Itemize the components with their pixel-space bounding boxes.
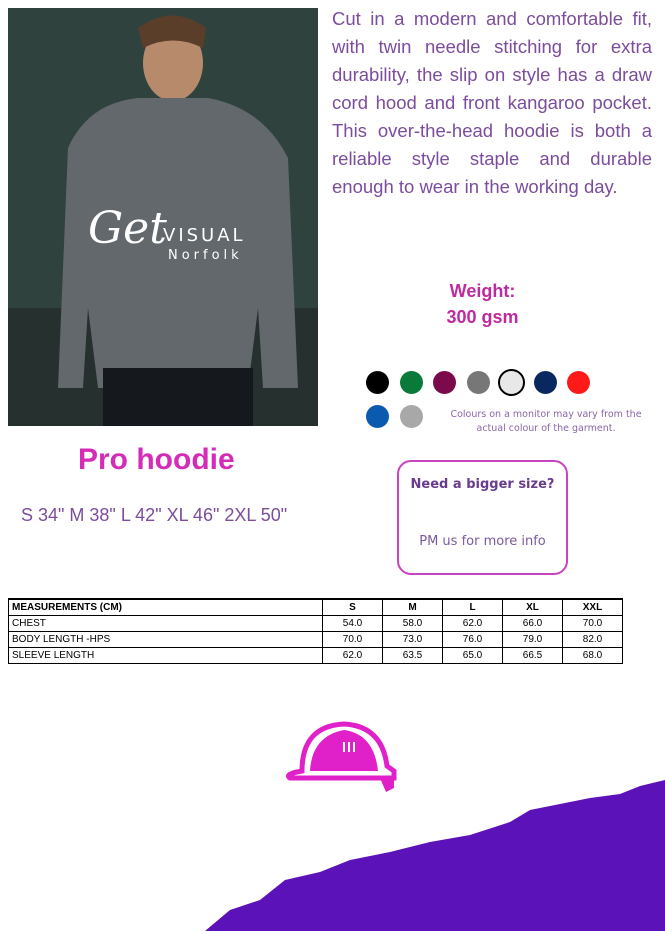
table-cell: 70.0	[323, 631, 383, 647]
table-header: MEASUREMENTS (CM)	[9, 599, 323, 615]
logo-word: VISUAL	[163, 225, 246, 246]
table-cell: SLEEVE LENGTH	[9, 647, 323, 663]
table-cell: 66.0	[503, 615, 563, 631]
sizes-line: S 34" M 38" L 42" XL 46" 2XL 50"	[21, 505, 288, 525]
product-photo	[8, 8, 318, 426]
weight-info	[405, 278, 560, 330]
table-row	[9, 647, 623, 663]
table-header-row	[9, 599, 623, 615]
colour-swatch[interactable]	[467, 371, 490, 394]
colour-swatch[interactable]	[366, 405, 389, 428]
table-header: XXL	[563, 599, 623, 615]
measurements-table	[8, 598, 623, 664]
product-description: Cut in a modern and comfortable fit, with twin needle stitching for extra durability, the slip on style has a draw cord hood and front kangaroo pocket. This over-the-head hoodie is both a reliable style staple and durable enough to wear in the working day.	[332, 8, 652, 197]
table-header: S	[323, 599, 383, 615]
table-cell: 79.0	[503, 631, 563, 647]
bigger-size-heading: Need a bigger size?	[410, 477, 555, 492]
weight-label: Weight:	[449, 281, 516, 301]
colour-swatch[interactable]	[534, 371, 557, 394]
bigger-size-text: PM us for more info	[419, 534, 546, 549]
table-row	[9, 615, 623, 631]
table-cell: 70.0	[563, 615, 623, 631]
colour-swatch[interactable]	[400, 405, 423, 428]
colour-swatch[interactable]	[433, 371, 456, 394]
table-cell: 66.5	[503, 647, 563, 663]
logo-place: Norfolk	[168, 248, 243, 263]
weight-value: 300 gsm	[446, 307, 519, 327]
table-cell: 63.5	[383, 647, 443, 663]
table-header: XL	[503, 599, 563, 615]
table-cell: 82.0	[563, 631, 623, 647]
colour-swatch[interactable]	[567, 371, 590, 394]
table-cell: 73.0	[383, 631, 443, 647]
table-cell: 65.0	[443, 647, 503, 663]
table-cell: 62.0	[323, 647, 383, 663]
table-header: L	[443, 599, 503, 615]
colour-swatch[interactable]	[366, 371, 389, 394]
table-cell: 76.0	[443, 631, 503, 647]
bigger-size-box	[397, 460, 568, 575]
colour-note: Colours on a monitor may vary from the actual colour of the garment.	[450, 409, 642, 434]
table-header: M	[383, 599, 443, 615]
table-cell: 62.0	[443, 615, 503, 631]
product-title: Pro hoodie	[78, 443, 235, 476]
table-cell: CHEST	[9, 615, 323, 631]
table-row	[9, 631, 623, 647]
colour-swatch[interactable]	[400, 371, 423, 394]
table-cell: 54.0	[323, 615, 383, 631]
table-cell: 58.0	[383, 615, 443, 631]
logo-script: Get	[88, 203, 167, 254]
decorative-torn-shape	[0, 780, 665, 931]
table-cell: 68.0	[563, 647, 623, 663]
table-cell: BODY LENGTH -HPS	[9, 631, 323, 647]
colour-swatch[interactable]	[498, 369, 525, 396]
